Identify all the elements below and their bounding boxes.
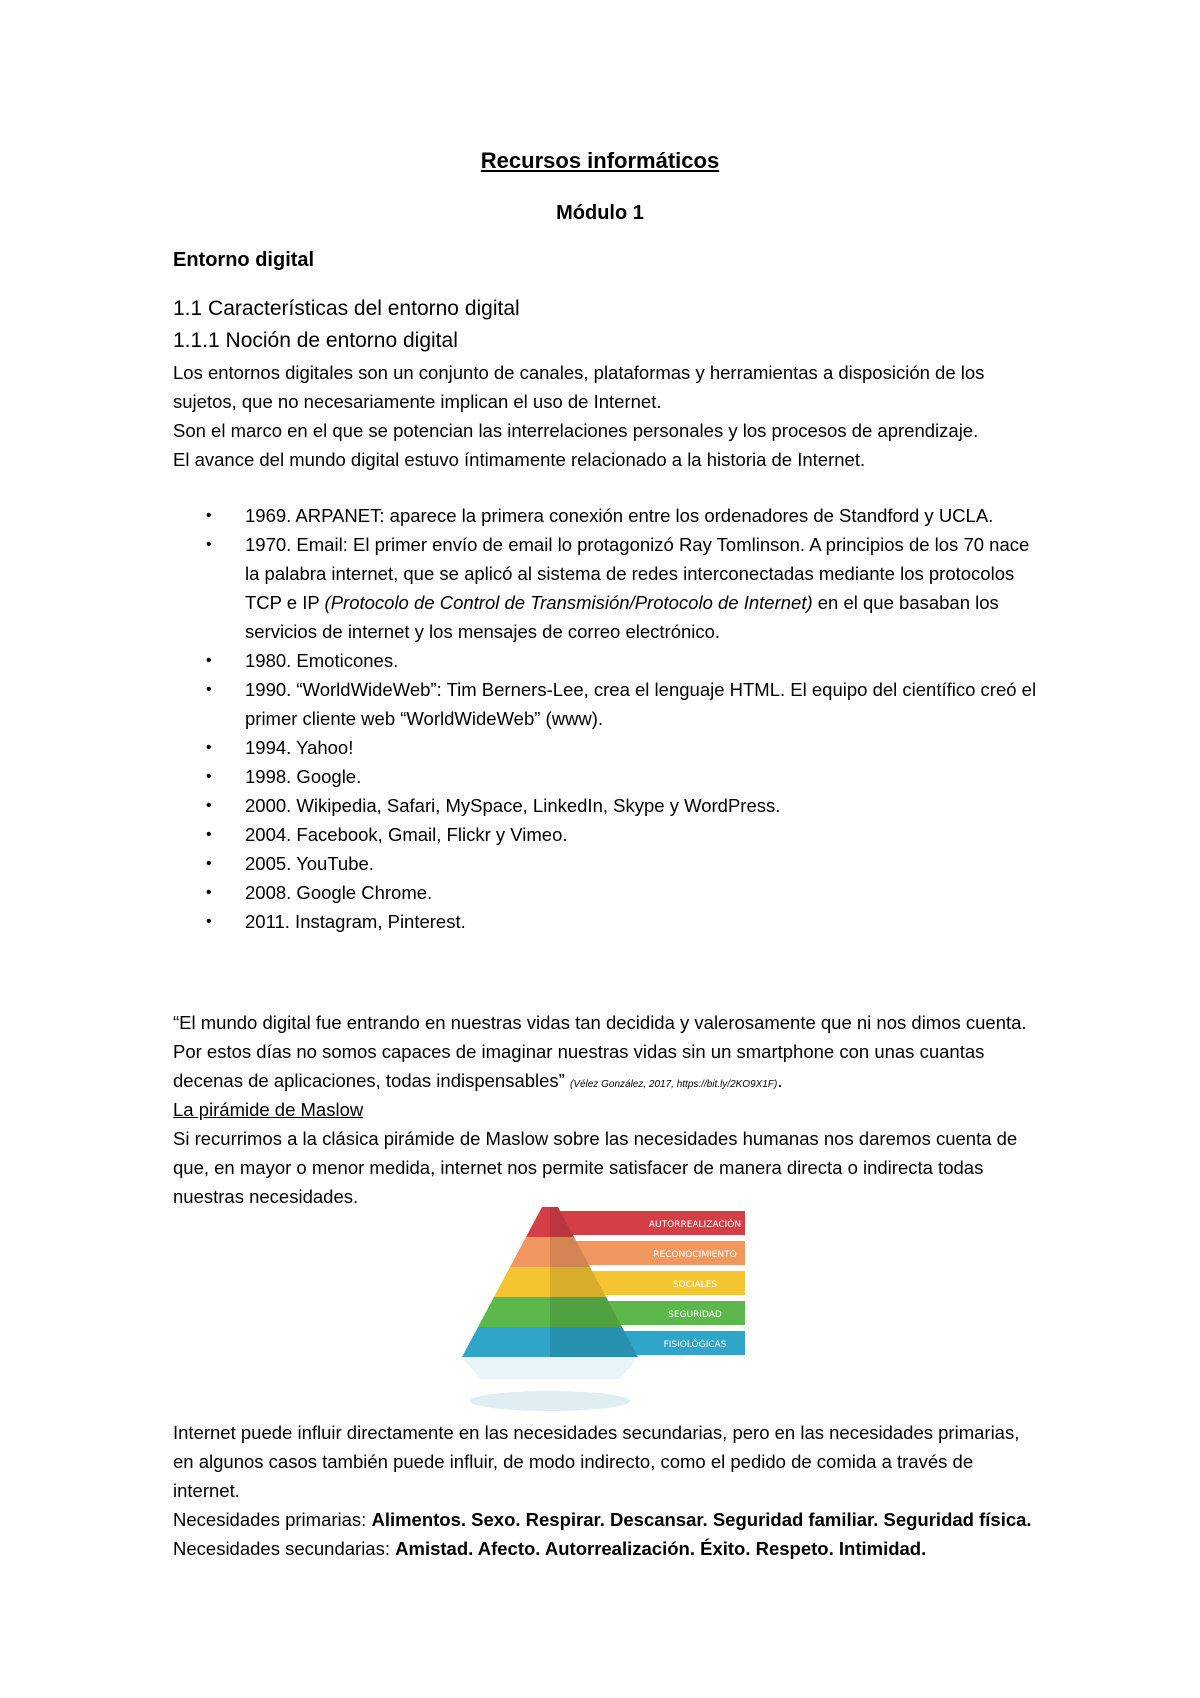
bullet-icon: • <box>206 913 212 930</box>
list-item <box>173 762 1043 791</box>
subsection-heading: 1.1 Características del entorno digital <box>173 297 520 320</box>
primary-needs-label: Necesidades primarias: <box>173 1509 372 1530</box>
secondary-needs-label: Necesidades secundarias: <box>173 1538 396 1559</box>
pyramid-level-label: SOCIALES <box>672 1280 718 1290</box>
secondary-needs-items: Amistad. Afecto. Autorrealización. Éxito. Respeto. Intimidad. <box>395 1538 927 1559</box>
intro-paragraph: El avance del mundo digital estuvo íntimamente relacionado a la historia de Internet. <box>173 449 866 470</box>
quote-paragraph <box>173 1008 1043 1099</box>
timeline-list <box>173 501 1043 936</box>
maslow-heading: La pirámide de Maslow <box>173 1099 364 1120</box>
bullet-icon: • <box>206 826 212 843</box>
bullet-icon: • <box>206 536 212 553</box>
bullet-icon: • <box>206 652 212 669</box>
quote-text: “El mundo digital fue entrando en nuestras vidas tan decidida y valerosamente que ni nos dimos cuenta. Por estos días no somos capaces de imaginar nuestras vidas sin un smartphone con unas cuantas decenas de aplicaciones, todas indispensables” <box>173 1012 1027 1091</box>
pyramid-level-label: AUTORREALIZACIÓN <box>648 1220 742 1230</box>
list-item <box>173 646 1043 675</box>
needs-paragraph: Internet puede influir directamente en las necesidades secundarias, pero en las necesidades primarias, en algunos casos también puede influir, de modo indirecto, como el pedido de comida a través de internet. <box>173 1422 1020 1501</box>
intro-paragraph: Son el marco en el que se potencian las interrelaciones personales y los procesos de aprendizaje. <box>173 420 979 441</box>
list-item-text: 1970. Email: El primer envío de email lo protagonizó Ray Tomlinson. A principios de los 70 nace la palabra internet, que se aplicó al sistema de redes interconectadas mediante los protocolos TCP e IP <box>245 534 1030 613</box>
list-item-text: en el que basaban los servicios de internet y los mensajes de correo electrónico. <box>245 592 999 642</box>
bullet-icon: • <box>206 768 212 785</box>
module-heading: Módulo 1 <box>556 202 644 224</box>
bullet-icon: • <box>206 884 212 901</box>
pyramid-level-label: RECONOCIMIENTO <box>653 1250 737 1260</box>
list-item <box>173 791 1043 820</box>
list-item <box>173 849 1043 878</box>
list-item <box>173 820 1043 849</box>
pyramid-shadow <box>470 1391 630 1411</box>
list-item-text: 2008. Google Chrome. <box>245 882 433 903</box>
list-item-text: 1969. ARPANET: aparece la primera conexión entre los ordenadores de Standford y UCLA. <box>245 505 994 526</box>
list-item-text: 2011. Instagram, Pinterest. <box>245 911 466 932</box>
pyramid-level-label: FISIOLÓGICAS <box>663 1340 727 1350</box>
document-title: Recursos informáticos <box>480 148 720 173</box>
maslow-pyramid-image <box>455 1206 755 1416</box>
list-item <box>173 501 1043 530</box>
list-item-text: 1994. Yahoo! <box>245 737 354 758</box>
list-item <box>173 530 1043 646</box>
list-item-text: 2004. Facebook, Gmail, Flickr y Vimeo. <box>245 824 568 845</box>
list-item <box>173 733 1043 762</box>
list-item-italic: (Protocolo de Control de Transmisión/Protocolo de Internet) <box>324 592 813 613</box>
bullet-icon: • <box>206 681 212 698</box>
list-item-text: 1980. Emoticones. <box>245 650 399 671</box>
list-item <box>173 878 1043 907</box>
list-item-text: 2000. Wikipedia, Safari, MySpace, LinkedIn, Skype y WordPress. <box>245 795 781 816</box>
primary-needs-items: Alimentos. Sexo. Respirar. Descansar. Seguridad familiar. Seguridad física. <box>371 1509 1032 1530</box>
needs-section <box>173 1418 1043 1563</box>
pyramid-base <box>462 1357 638 1379</box>
section-heading: Entorno digital <box>173 249 315 271</box>
intro-text <box>173 358 1043 474</box>
bullet-icon: • <box>206 797 212 814</box>
maslow-section <box>173 1095 1043 1211</box>
pyramid-level-label: SEGURIDAD <box>668 1310 722 1320</box>
list-item <box>173 675 1043 733</box>
bullet-icon: • <box>206 507 212 524</box>
bullet-icon: • <box>206 855 212 872</box>
quote-end: . <box>777 1070 783 1091</box>
bullet-icon: • <box>206 739 212 756</box>
quote-citation: (Vélez González, 2017, https://bit.ly/2KO9X1F) <box>569 1079 778 1090</box>
primary-needs <box>173 1505 1043 1534</box>
maslow-paragraph: Si recurrimos a la clásica pirámide de Maslow sobre las necesidades humanas nos daremos cuenta de que, en mayor o menor medida, internet nos permite satisfacer de manera directa o indirecta todas nuestras necesidades. <box>173 1128 1018 1207</box>
list-item <box>173 907 1043 936</box>
subsubsection-heading: 1.1.1 Noción de entorno digital <box>173 329 458 352</box>
secondary-needs <box>173 1534 1043 1563</box>
list-item-text: 1998. Google. <box>245 766 362 787</box>
intro-paragraph: Los entornos digitales son un conjunto de canales, plataformas y herramientas a disposición de los sujetos, que no necesariamente implican el uso de Internet. <box>173 362 985 412</box>
list-item-text: 2005. YouTube. <box>245 853 374 874</box>
list-item-text: 1990. “WorldWideWeb”: Tim Berners-Lee, crea el lenguaje HTML. El equipo del científico creó el primer cliente web “WorldWideWeb” (www). <box>245 679 1037 729</box>
